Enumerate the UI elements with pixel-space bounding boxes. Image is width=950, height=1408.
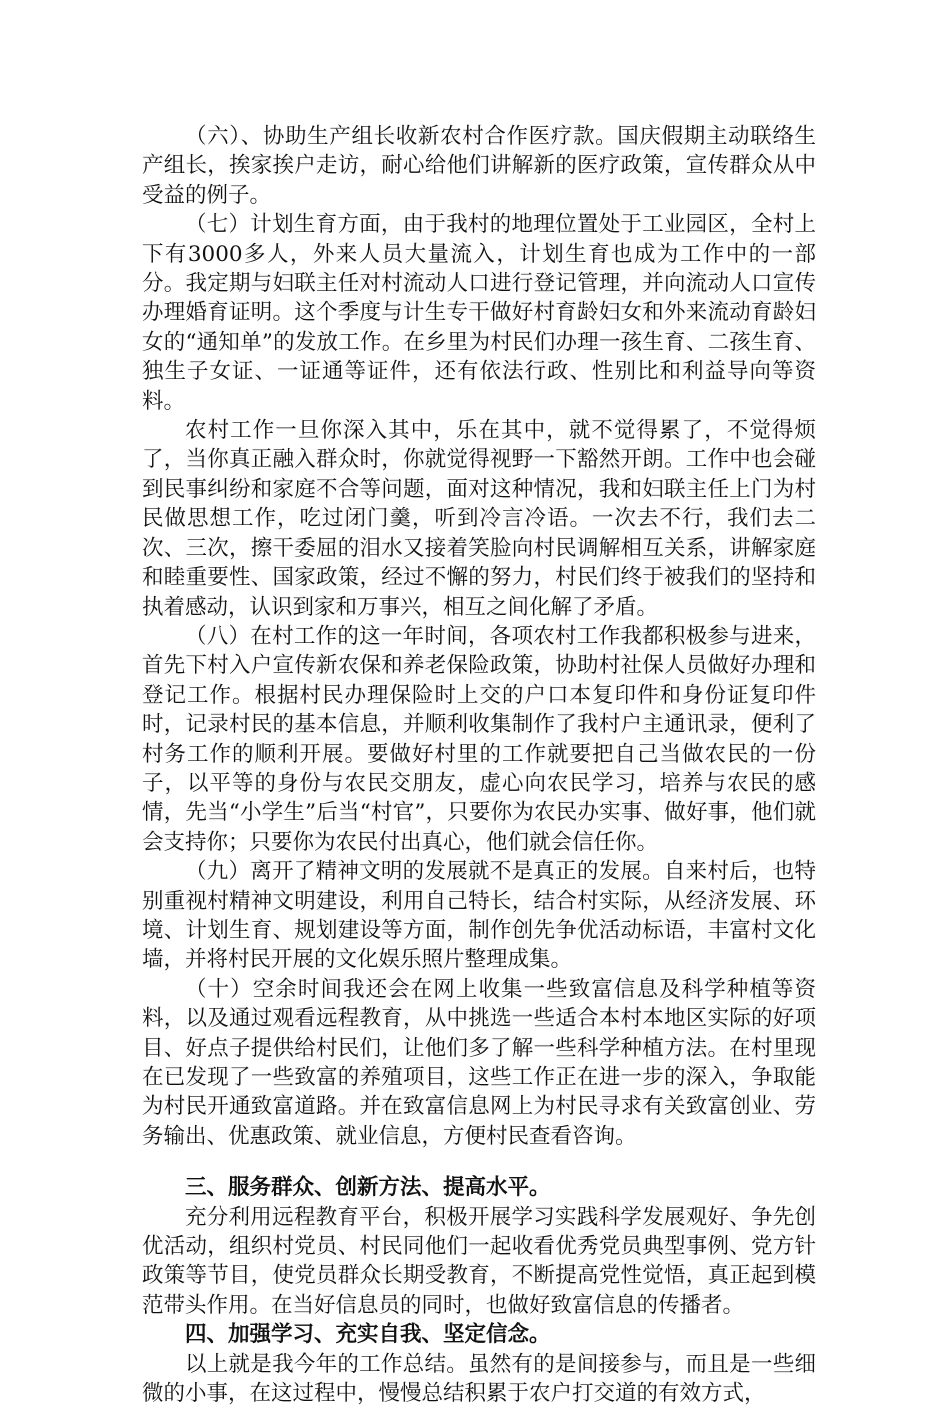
section-heading-4: 四、加强学习、充实自我、坚定信念。 (185, 1322, 551, 1348)
paragraph-eight: （八）在村工作的这一年时间，各项农村工作我都积极参与进来，首先下村入户宣传新农保和养老保险政策，协助村社保人员做好办理和登记工作。根据村民办理保险时上交的户口本复印件和身份证复印件时，记录村民的基本信息，并顺利收集制作了我村户主通讯录，便利了村务工作的顺利开展。要做好村里的工作就要把自己当做农民的一份子，以平等的身份与农民交朋友，虚心向农民学习，培养与农民的感情，先当“小学生”后当“村官”，只要你为农民办实事、做好事，他们就会支持你；只要你为农民付出真心，他们就会信任你。 (142, 623, 816, 855)
section-heading-3: 三、服务群众、创新方法、提高水平。 (185, 1175, 551, 1201)
document-page (142, 122, 816, 1408)
paragraph-nine: （九）离开了精神文明的发展就不是真正的发展。自来村后，也特别重视村精神文明建设，利用自己特长，结合村实际，从经济发展、环境、计划生育、规划建设等方面，制作创先争优活动标语，丰富村文化墙，并将村民开展的文化娱乐照片整理成集。 (142, 859, 816, 973)
paragraph-ten: （十）空余时间我还会在网上收集一些致富信息及科学种植等资料，以及通过观看远程教育，从中挑选一些适合本村本地区实际的好项目、好点子提供给村民们，让他们多了解一些科学种植方法。在村里现在已发现了一些致富的养殖项目，这些工作正在进一步的深入，争取能为村民开通致富道路。并在致富信息网上为村民寻求有关致富创业、劳务输出、优惠政策、就业信息，方便村民查看咨询。 (142, 976, 816, 1149)
paragraph-section-4: 以上就是我今年的工作总结。虽然有的是间接参与，而且是一些细微的小事，在这过程中，慢慢总结积累于农户打交道的有效方式， (142, 1351, 816, 1407)
paragraph-seven: （七）计划生育方面，由于我村的地理位置处于工业园区，全村上下有3000多人，外来人员大量流入，计划生育也成为工作中的一部分。我定期与妇联主任对村流动人口进行登记管理，并向流动人口宣传办理婚育证明。这个季度与计生专干做好村育龄妇女和外来流动育龄妇女的“通知单”的发放工作。在乡里为村民们办理一孩生育、二孩生育、独生子女证、一证通等证件，还有依法行政、性别比和利益导向等资料。 (142, 212, 816, 414)
paragraph-six: （六）、协助生产组长收新农村合作医疗款。国庆假期主动联络生产组长，挨家挨户走访，耐心给他们讲解新的医疗政策，宣传群众从中受益的例子。 (142, 124, 816, 208)
paragraph-section-3: 充分利用远程教育平台，积极开展学习实践科学发展观好、争先创优活动，组织村党员、村民同他们一起收看优秀党员典型事例、党方针政策等节目，使党员群众长期受教育，不断提高党性觉悟，真正起到模范带头作用。在当好信息员的同时，也做好致富信息的传播者。 (142, 1204, 816, 1318)
section-gap (142, 1151, 816, 1173)
paragraph-rural-work: 农村工作一旦你深入其中，乐在其中，就不觉得累了，不觉得烦了，当你真正融入群众时，你就觉得视野一下豁然开朗。工作中也会碰到民事纠纷和家庭不合等问题，面对这种情况，我和妇联主任上门为村民做思想工作，吃过闭门羹，听到冷言冷语。一次去不行，我们去二次、三次，擦干委屈的泪水又接着笑脸向村民调解相互关系，讲解家庭和睦重要性、国家政策，经过不懈的努力，村民们终于被我们的坚持和执着感动，认识到家和万事兴，相互之间化解了矛盾。 (142, 418, 816, 620)
